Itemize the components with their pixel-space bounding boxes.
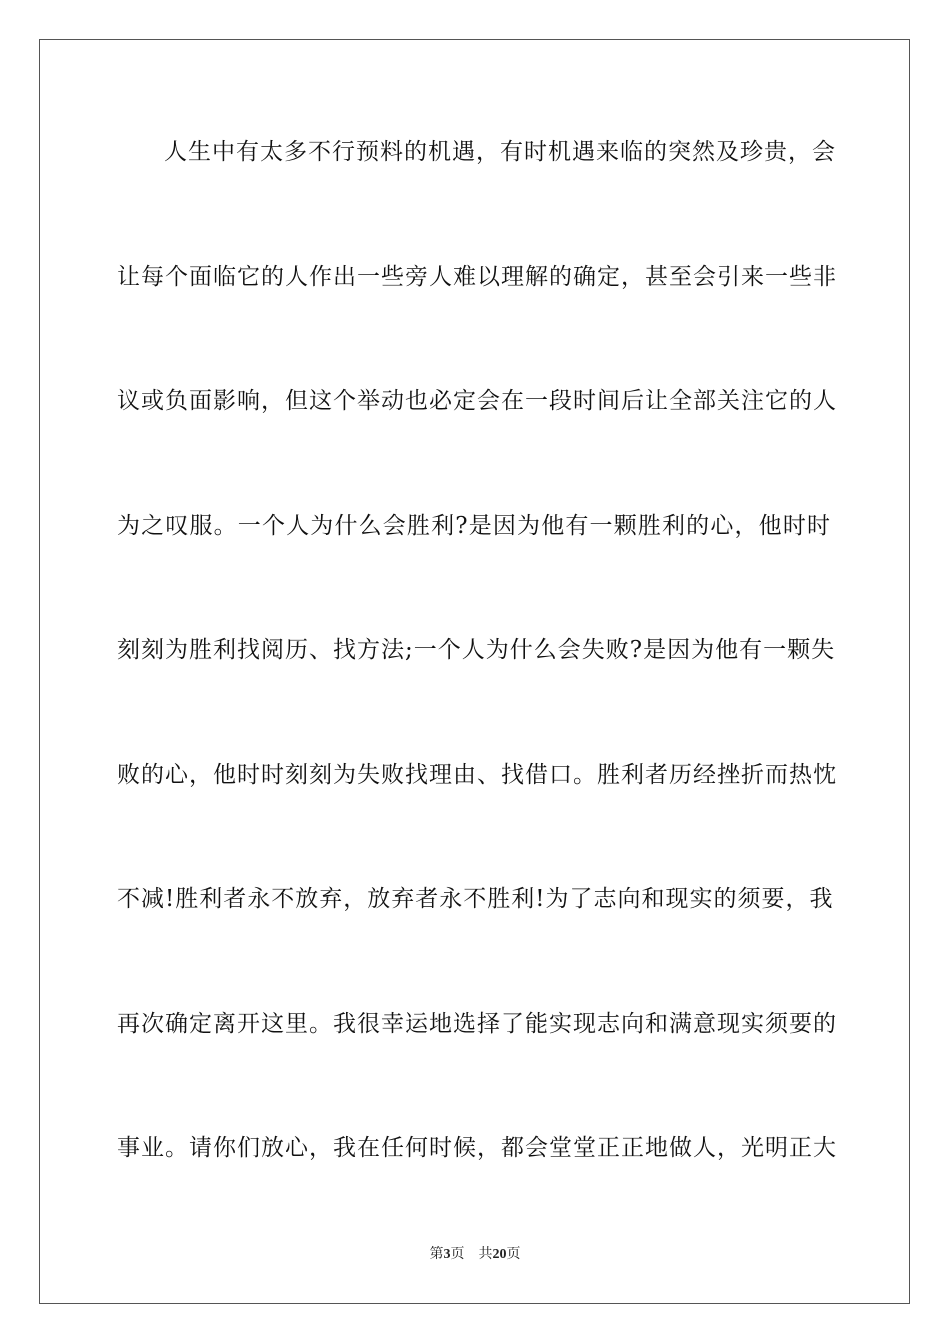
page-suffix: 页 xyxy=(450,1247,465,1262)
total-suffix: 页 xyxy=(506,1247,521,1262)
body-text-line: 人生中有太多不行预料的机遇，有时机遇来临的突然及珍贵，会 xyxy=(164,139,836,165)
body-text-line: 再次确定离开这里。我很幸运地选择了能实现志向和满意现实须要的 xyxy=(117,1011,837,1037)
total-pages: 20 xyxy=(492,1247,507,1262)
body-text-line: 刻刻为胜利找阅历、找方法;一个人为什么会失败?是因为他有一颗失 xyxy=(117,637,836,663)
body-text-line: 议或负面影响，但这个举动也必定会在一段时间后让全部关注它的人 xyxy=(117,388,837,414)
body-text-line: 事业。请你们放心，我在任何时候，都会堂堂正正地做人，光明正大 xyxy=(117,1135,837,1161)
page-footer xyxy=(0,1246,950,1264)
body-text-line: 不减!胜利者永不放弃，放弃者永不胜利!为了志向和现实的须要，我 xyxy=(117,886,834,912)
body-text-line: 让每个面临它的人作出一些旁人难以理解的确定，甚至会引来一些非 xyxy=(117,264,837,290)
page-frame xyxy=(39,39,910,1304)
body-text-line: 败的心，他时时刻刻为失败找理由、找借口。胜利者历经挫折而热忱 xyxy=(117,762,837,788)
body-text-line: 为之叹服。一个人为什么会胜利?是因为他有一颗胜利的心，他时时 xyxy=(117,513,831,539)
page-number: 3 xyxy=(443,1247,451,1262)
total-prefix: 共 xyxy=(478,1247,493,1262)
page-prefix: 第 xyxy=(429,1247,444,1262)
